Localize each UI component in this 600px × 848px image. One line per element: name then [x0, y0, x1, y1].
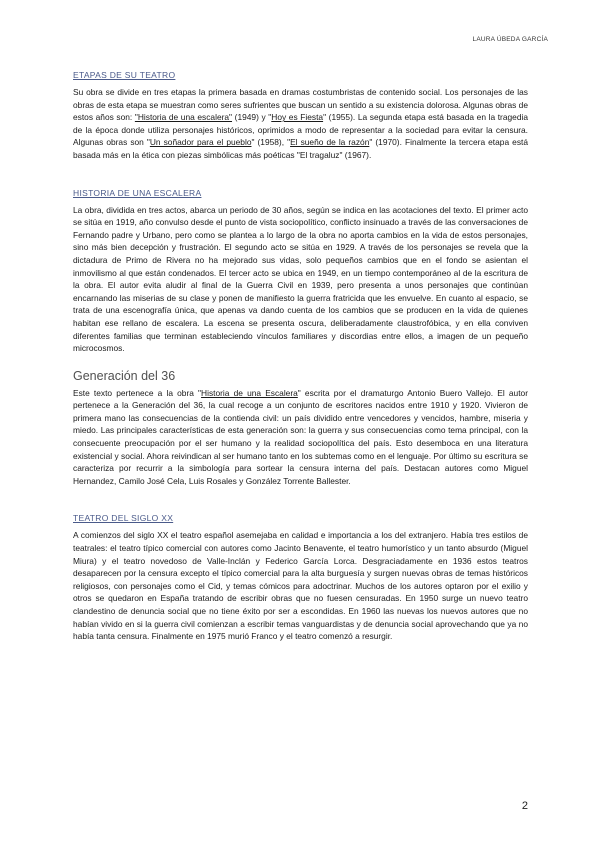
paragraph-teatro: A comienzos del siglo XX el teatro español asemejaba en calidad e importancia a los del extranjero. Había tres estilos de teatrales: el teatro típico comercial con autores como Jacinto Benavente, el teatro humorístico y un tanto absurdo (Miguel Miura) y el teatro novedoso de Valle-Inclán y Federico García Lorca. Desgraciadamente en 1936 estos teatros desaparecen por la censura excepto el típico comercial para la alta burguesía y surgen nuevas obras de temas históricos religiosos, con personajes como el Cid, y temas cómicos para adoctrinar. Muchos de los autores optaron por el exilio y otros se quedaron en España tratando de escribir obras que no fuesen censuradas. En 1950 surge un nuevo teatro clandestino de denuncia social que no tiene éxito por ser a escondidas. En 1960 las nuevas los nuevos autores que no habían vivido en si la guerra civil comienzan a escribir temas vanguardistas y de denuncia social aprovechando que ya no había tanta censura. Finalmente en 1975 murió Franco y el teatro comenzó a resurgir. [73, 530, 528, 642]
text-run: " escrita por el dramaturgo Antonio Buero Vallejo. El autor pertenece a la Generación del 36, la cual recoge a un conjunto de escritores nacidos entre 1910 y 1920. Vivieron de primera mano las consecuencias de la contienda civil: un país dividido entre vencedores y vencidos, hambre, miseria y miedo. Las principales características de esta generación son: la guerra y sus consecuencias como tema principal, con la consecuente preocupación por el ser humano y la realidad sociopolítica del país. Esto desemboca en una literatura existencial y social. Ahora reivindican al ser humano tanto en los subtemas como en el lenguaje. Por último su escritura se caracteriza por recurrir a la simbología para sortear la censura interna del país. Destacan autores como Miguel Hernandez, Camilo José Cela, Luis Rosales y González Torrente Ballester. [73, 387, 528, 486]
text-run: (1949) y " [232, 112, 272, 123]
section-historia [73, 188, 528, 355]
work-title-link[interactable]: Historia de una Escalera [201, 387, 298, 398]
paragraph-historia: La obra, dividida en tres actos, abarca un periodo de 30 años, según se indica en las acotaciones del texto. El primer acto se sitúa en 1919, año convulso desde el punto de vista sociopolítico, conflicto insinuado a través de las conversaciones de Fernando padre y Urbano, pero como se plantea a lo largo de la obra no aporta cambios en la vida de estos personajes, sino más bien decepción y frustración. El segundo acto se sitúa en 1929. A través de los personajes se revela que la dictadura de Primo de Rivera no ha mejorado sus vidas, solo pequeños cambios que en el fondo se asientan el inmovilismo al que están condenados. El tercer acto se ubica en 1949, en un tiempo contemporáneo al de la escritura de la obra. El autor evita aludir al final de la Guerra Civil en 1939, pero presenta a unos personajes que continúan encarnando las miserias de su clase y ponen de manifiesto la guerra fratricida que les envuelve. En cuanto al espacio, se trata de una escenografía única, que apenas va dando cuenta de los cambios que se producen en la vida de quienes habitan ese rellano de escalera. La escena se presenta oscura, deliberadamente claustrofóbica, y en ella conviven diferentes familias que terminan estableciendo vínculos familiares y discordias entre ellos, a imagen de un pequeño microcosmos. [73, 204, 528, 354]
page-number: 2 [521, 800, 528, 812]
work-title-link[interactable]: "Historia de una escalera" [134, 112, 233, 123]
paragraph-generacion [73, 387, 528, 488]
work-title-link[interactable]: El sueño de la razón [290, 137, 370, 148]
section-title-generacion: Generación del 36 [73, 368, 176, 383]
text-run: Su obra se divide en tres etapas la primera basada en dramas costumbristas de contenido social. Los personajes de las obras de esta etapa se muestran como seres sufrientes que buscan un sentido a su existencia dolorosa. Algunas obras de estos años son: [73, 87, 528, 123]
section-teatro [73, 513, 528, 642]
section-etapas [73, 70, 528, 162]
work-title-link[interactable]: Hoy es Fiesta [271, 112, 324, 123]
section-generacion [73, 369, 528, 488]
page-header-author: LAURA ÚBEDA GARCÍA [472, 36, 548, 43]
work-title-link[interactable]: Un soñador para el pueblo [149, 137, 252, 148]
paragraph-etapas [73, 86, 528, 162]
section-title-etapas: ETAPAS DE SU TEATRO [73, 70, 176, 80]
section-title-historia: HISTORIA DE UNA ESCALERA [73, 187, 202, 198]
text-run: " (1970). Finalmente la tercera etapa está basada más en la ética con piezas simbólicas más poéticas "El tragaluz" (1967). [73, 137, 528, 160]
text-run: Este texto pertenece a la obra " [73, 387, 202, 398]
text-run: " (1958), " [251, 137, 291, 148]
text-run: " (1955). La segunda etapa está basada en la tragedia de la época donde utiliza personajes históricos, oprimidos a modo de representar a la sociedad para evitar la censura. Algunas obras son " [73, 112, 528, 148]
document-body [73, 70, 528, 643]
section-title-teatro: TEATRO DEL SIGLO XX [73, 513, 174, 524]
